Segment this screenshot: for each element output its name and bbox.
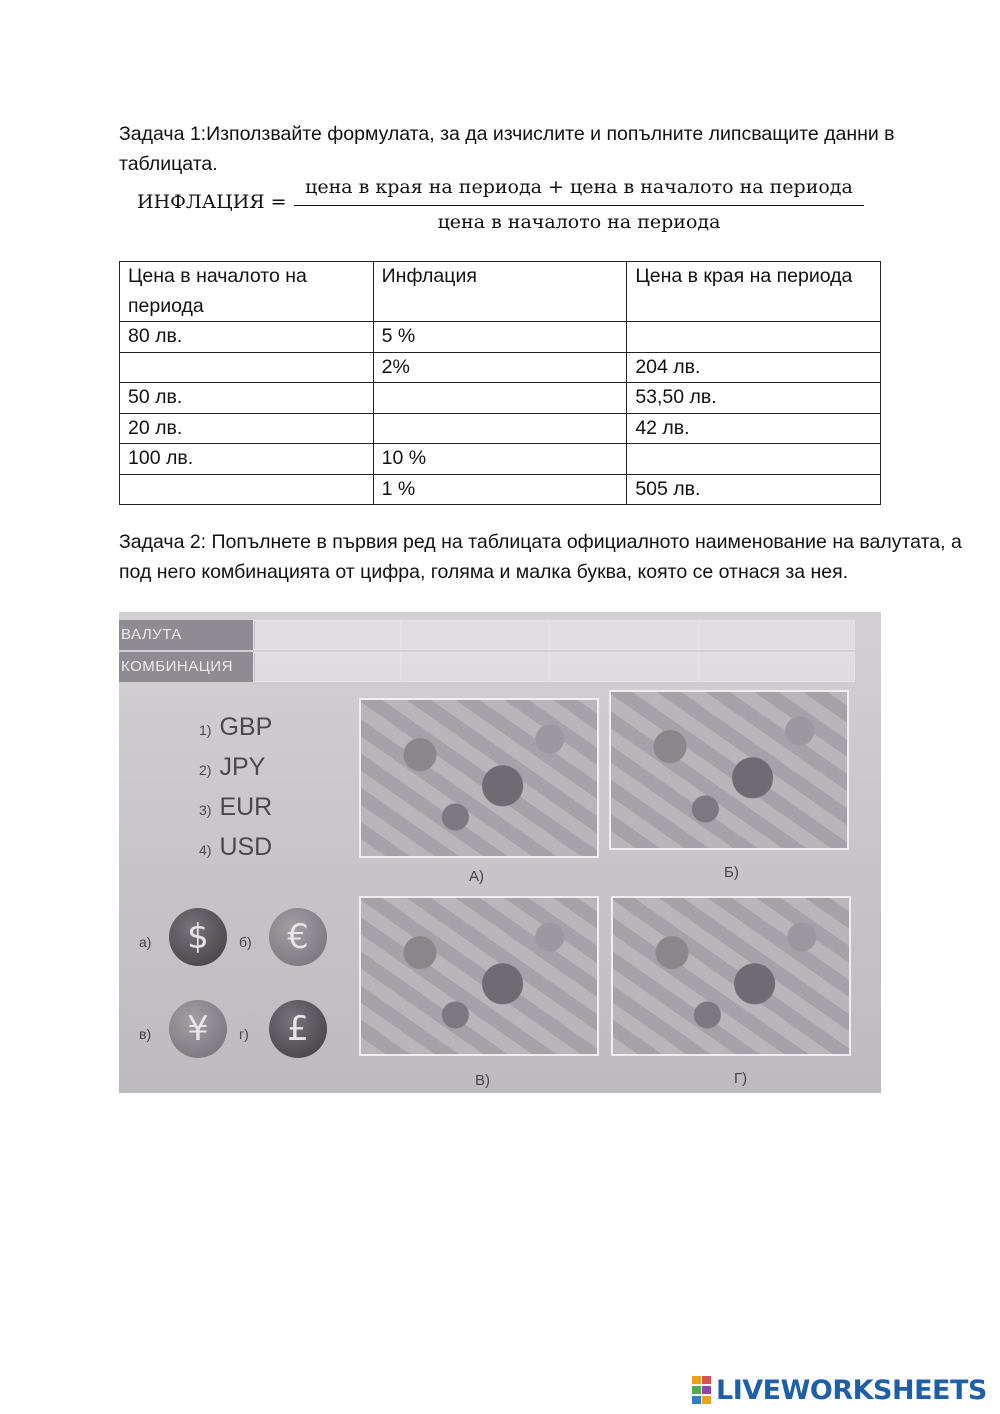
currency-code-item: 3) EUR: [199, 793, 273, 821]
table-row: [120, 352, 881, 383]
inflation-formula: [137, 174, 867, 236]
euro-icon: €: [269, 908, 327, 966]
banknotes-picture-b: [609, 690, 849, 850]
table-row: [120, 322, 881, 353]
answer-cell[interactable]: [253, 620, 401, 650]
cell-end-price[interactable]: [627, 322, 881, 353]
cell-end-price: 204 лв.: [627, 352, 881, 383]
symbol-pound: г) £: [239, 1000, 349, 1064]
liveworksheets-logo: [692, 1374, 987, 1406]
fraction-bar: [294, 205, 864, 206]
formula-lhs: ИНФЛАЦИЯ =: [137, 191, 287, 213]
cell-start-price: 80 лв.: [120, 322, 374, 353]
answer-cell[interactable]: [549, 652, 699, 682]
symbol-dollar: а) $: [139, 908, 249, 972]
cell-start-price: 50 лв.: [120, 383, 374, 414]
brand-name: LIVEWORKSHEETS: [716, 1374, 987, 1406]
symbol-yen: в) ¥: [139, 1000, 249, 1064]
answer-cell[interactable]: [549, 620, 699, 650]
answer-cell[interactable]: [699, 652, 855, 682]
task2-instructions: Задача 2: Попълнете в първия ред на таблицата официалното наименование на валутата, а под него комбинацията от цифра, голяма и малка буква, която се отнася за нея.: [119, 531, 962, 583]
yen-icon: ¥: [169, 1000, 227, 1058]
answer-cell[interactable]: [401, 652, 549, 682]
currency-code-item: 2) JPY: [199, 753, 266, 781]
currency-code-item: 4) USD: [199, 833, 273, 861]
banknotes-picture-a: [359, 698, 599, 858]
formula-fraction: [294, 174, 864, 236]
cell-end-price: 53,50 лв.: [627, 383, 881, 414]
answer-cell[interactable]: [253, 652, 401, 682]
cell-inflation: 10 %: [373, 444, 627, 475]
task1-instructions: Задача 1:Използвайте формулата, за да изчислите и попълните липсващите данни в таблицата.: [119, 123, 895, 175]
picture-label-a: А): [469, 868, 484, 885]
cell-end-price[interactable]: [627, 444, 881, 475]
pound-icon: £: [269, 1000, 327, 1058]
formula-denominator: цена в началото на периода: [437, 211, 721, 233]
cell-start-price: 100 лв.: [120, 444, 374, 475]
currency-code-item: 1) GBP: [199, 713, 273, 741]
logo-mark-icon: [692, 1376, 712, 1404]
cell-start-price[interactable]: [120, 352, 374, 383]
cell-inflation[interactable]: [373, 383, 627, 414]
dollar-icon: $: [169, 908, 227, 966]
symbol-euro: б) €: [239, 908, 349, 972]
picture-label-c: В): [475, 1072, 490, 1089]
table-row: [120, 383, 881, 414]
answer-cell[interactable]: [699, 620, 855, 650]
answer-cell[interactable]: [401, 620, 549, 650]
cell-start-price: 20 лв.: [120, 413, 374, 444]
cell-inflation: 5 %: [373, 322, 627, 353]
table-row: [120, 474, 881, 505]
formula-numerator: цена в края на периода + цена в началото на периода: [305, 176, 853, 198]
cell-end-price: 505 лв.: [627, 474, 881, 505]
header-start-price: Цена в началото на периода: [120, 262, 374, 322]
currency-photo: [119, 612, 881, 1093]
table-header-row: [120, 262, 881, 322]
cell-end-price: 42 лв.: [627, 413, 881, 444]
banknotes-picture-d: [611, 896, 851, 1056]
row-label-combination: КОМБИНАЦИЯ: [119, 652, 255, 682]
picture-label-b: Б): [724, 864, 739, 881]
inflation-table: [119, 261, 881, 505]
picture-label-d: Г): [734, 1070, 748, 1087]
cell-start-price[interactable]: [120, 474, 374, 505]
cell-inflation: 1 %: [373, 474, 627, 505]
currency-code-list: [199, 707, 272, 867]
header-end-price: Цена в края на периода: [627, 262, 881, 322]
cell-inflation[interactable]: [373, 413, 627, 444]
table-row: [120, 413, 881, 444]
header-inflation: Инфлация: [373, 262, 627, 322]
banknotes-picture-c: [359, 896, 599, 1056]
cell-inflation: 2%: [373, 352, 627, 383]
row-label-currency: ВАЛУТА: [119, 620, 255, 650]
table-row: [120, 444, 881, 475]
